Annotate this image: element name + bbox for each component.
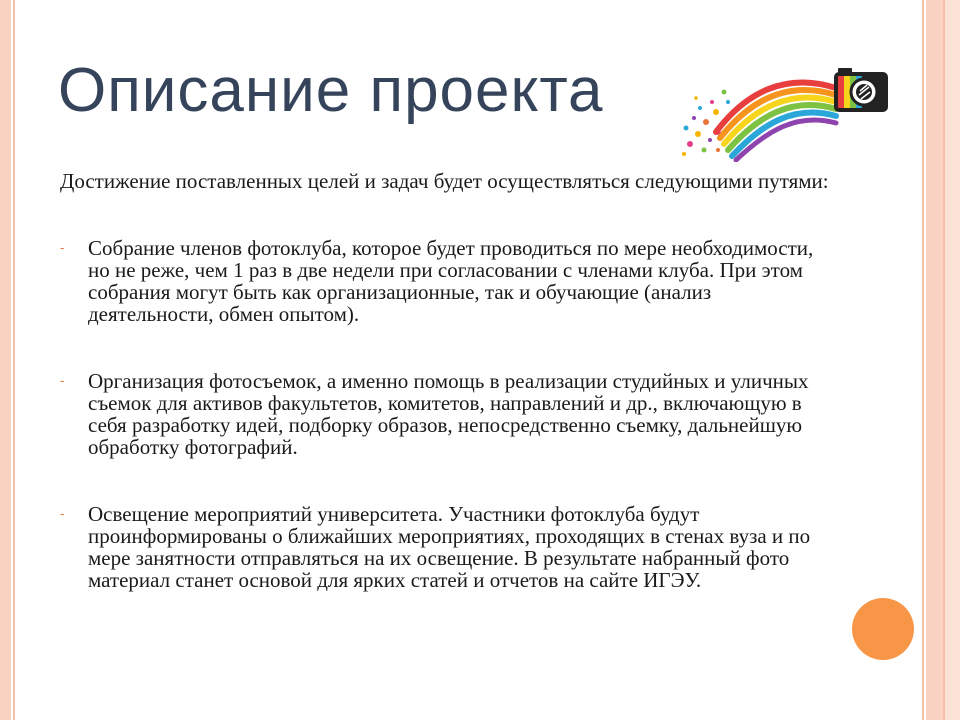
list-item	[60, 370, 830, 458]
list-item	[60, 503, 830, 591]
bullet-dash-icon: -	[60, 373, 65, 388]
rainbow-swoosh	[716, 82, 836, 160]
decorative-orange-circle	[852, 598, 914, 660]
list-item-text: Организация фотосъемок, а именно помощь в реализации студийных и уличных съемок для активов факультетов, комитетов, направлений и др., включающую в себя разработку идей, подборку образов, непосредственно съемку, дальнейшую обработку фотографий.	[88, 369, 809, 459]
list-item-text: Собрание членов фотоклуба, которое будет проводиться по мере необходимости, но не реже, чем 1 раз в две недели при согласовании с членами клуба. При этом собрания могут быть как организационные, так и обучающие (анализ деятельности, обмен опытом).	[88, 236, 814, 326]
list-item-text: Освещение мероприятий университета. Участники фотоклуба будут проинформированы о ближайших мероприятиях, проходящих в стенах вуза и по мере занятности отправляться на их освещение. В результате набранный фото материал станет основой для ярких статей и отчетов на сайте ИГЭУ.	[88, 502, 811, 592]
intro-paragraph: Достижение поставленных целей и задач будет осуществляться следующими путями:	[60, 169, 829, 193]
bullet-dash-icon: -	[60, 240, 65, 255]
slide-body	[60, 170, 830, 636]
camera	[834, 68, 888, 112]
bullet-list	[60, 237, 830, 591]
list-item	[60, 237, 830, 325]
left-border	[0, 0, 20, 720]
bullet-dash-icon: -	[60, 506, 65, 521]
rainbow-camera-logo-icon	[676, 62, 894, 162]
slide-title: Описание проекта	[58, 56, 604, 125]
right-border	[918, 0, 960, 720]
